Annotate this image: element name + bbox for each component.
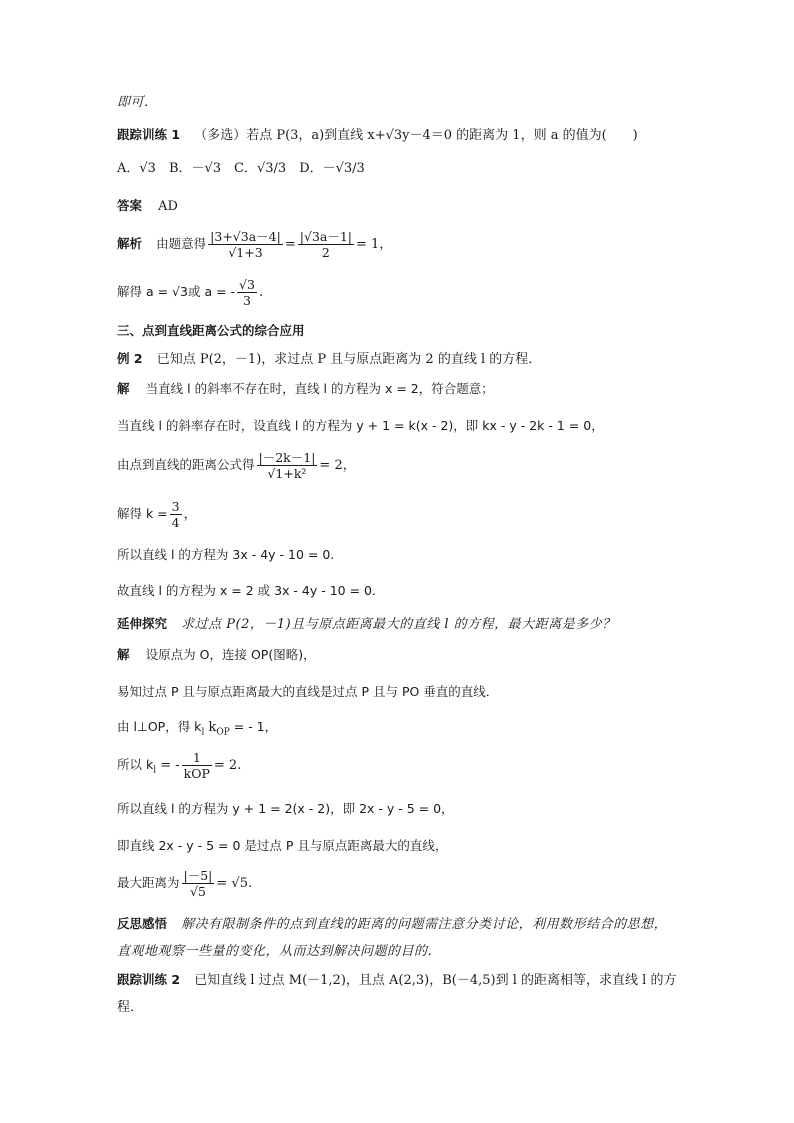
reflection-label: 反思感悟 — [117, 916, 168, 931]
practice-2-question: 跟踪训练 2 已知直线 l 过点 M(－1,2)，且点 A(2,3)，B(－4,5)到 l 的距离相等，求直线 l 的方 — [117, 972, 677, 988]
fraction: $\frac{√3}{3}$ — [239, 277, 255, 308]
practice-2-continued: 程． — [117, 1000, 144, 1015]
fraction: $\frac{|-2k-1|}{\text{√1+k²}}$ — [258, 450, 316, 481]
fraction: $\frac{|√3a-1|}{2}$ — [299, 229, 353, 260]
reflection-continued: 直观地观察一些量的变化，从而达到解决问题的目的． — [117, 944, 442, 959]
heading-text: 三、点到直线距离公式的综合应用 — [117, 323, 305, 338]
solution-step: 当直线 l 的斜率存在时，设直线 l 的方程为 y + 1 = k(x - 2)，即 kx - y - 2k - 1 = 0， — [117, 418, 604, 433]
solution-step: 所以直线 l 的方程为 y + 1 = 2(x - 2)，即 2x - y - 5 = 0， — [117, 801, 454, 816]
answer-label: 答案 — [117, 198, 143, 213]
practice-1-question — [117, 126, 734, 145]
reflection: 反思感悟 解决有限制条件的点到直线的距离的问题需注意分类讨论，利用数形结合的思想， — [117, 916, 668, 932]
extension-label: 延伸探究 — [117, 616, 168, 631]
solution-label: 解 — [117, 381, 130, 396]
solution-step: 由 l⊥OP，得 $k_l$ $k_{OP}$ = - 1， — [117, 719, 278, 738]
answer-value: AD — [158, 199, 178, 214]
options-text: A．√3 B．－√3 C．√3/3 D．－√3/3 — [117, 161, 365, 176]
fraction: $\frac{3}{4}$ — [171, 499, 180, 530]
analysis-line: 解析 由题意得 $\frac{|3+√3a-4|}{√1+3}$ = $\frac{|√3a-1|}{2}$ = 1， — [117, 229, 393, 260]
practice-label: 跟踪训练 2 — [117, 972, 181, 987]
example-text: 已知点 P(2，－1)，求过点 P 且与原点距离为 2 的直线 l 的方程． — [156, 352, 542, 367]
analysis-label: 解析 — [117, 236, 143, 251]
solution-label: 解 — [117, 647, 130, 662]
solution-step: 所以 $k_l$ = - $\frac{1}{\text{kOP}}$ = 2. — [117, 750, 242, 781]
example-label: 例 2 — [117, 351, 143, 366]
solution-step: 所以直线 l 的方程为 3x - 4y - 10 = 0. — [117, 547, 335, 562]
question-text: （多选）若点 P(3，a)到直线 x+√3y－4＝0 的距离为 1，则 a 的值为( ) — [194, 128, 638, 143]
text-line — [117, 94, 734, 112]
solution-step: 解得 k = $\frac{3}{4}$ ， — [117, 499, 197, 530]
extension-question: 延伸探究 求过点 P(2，－1)且与原点距离最大的直线 l 的方程，最大距离是多少？ — [117, 616, 616, 632]
solution-step: 即直线 2x - y - 5 = 0 是过点 P 且与原点距离最大的直线， — [117, 838, 448, 853]
solution-step: 由点到直线的距离公式得 $\frac{|-2k-1|}{\text{√1+k²}}$ = 2， — [117, 450, 356, 481]
solution-step: 解 设原点为 O，连接 OP(图略)， — [117, 647, 316, 662]
fraction: $\frac{|-5|}{√5}$ — [183, 868, 213, 899]
continuation-text: 即可． — [117, 95, 158, 110]
section-heading — [117, 322, 734, 341]
fraction: $\frac{1}{\text{kOP}}$ — [183, 750, 210, 781]
answer-line — [117, 197, 734, 216]
example-2 — [117, 350, 734, 369]
solution-step: 解 当直线 l 的斜率不存在时，直线 l 的方程为 x = 2，符合题意； — [117, 381, 494, 396]
solution-step: 最大距离为 $\frac{|-5|}{√5}$ = √5. — [117, 868, 253, 899]
solution-line: 解得 a = √3或 a = - $\frac{√3}{3}$ . — [117, 277, 264, 308]
answer-options — [117, 160, 734, 178]
solution-step: 故直线 l 的方程为 x = 2 或 3x - 4y - 10 = 0. — [117, 583, 376, 598]
analysis-text: 由题意得 — [156, 236, 207, 251]
solution-step: 易知过点 P 且与原点距离最大的直线是过点 P 且与 PO 垂直的直线． — [117, 684, 499, 699]
fraction: $\frac{|3+√3a-4|}{√1+3}$ — [210, 229, 281, 260]
practice-label: 跟踪训练 1 — [117, 127, 181, 142]
